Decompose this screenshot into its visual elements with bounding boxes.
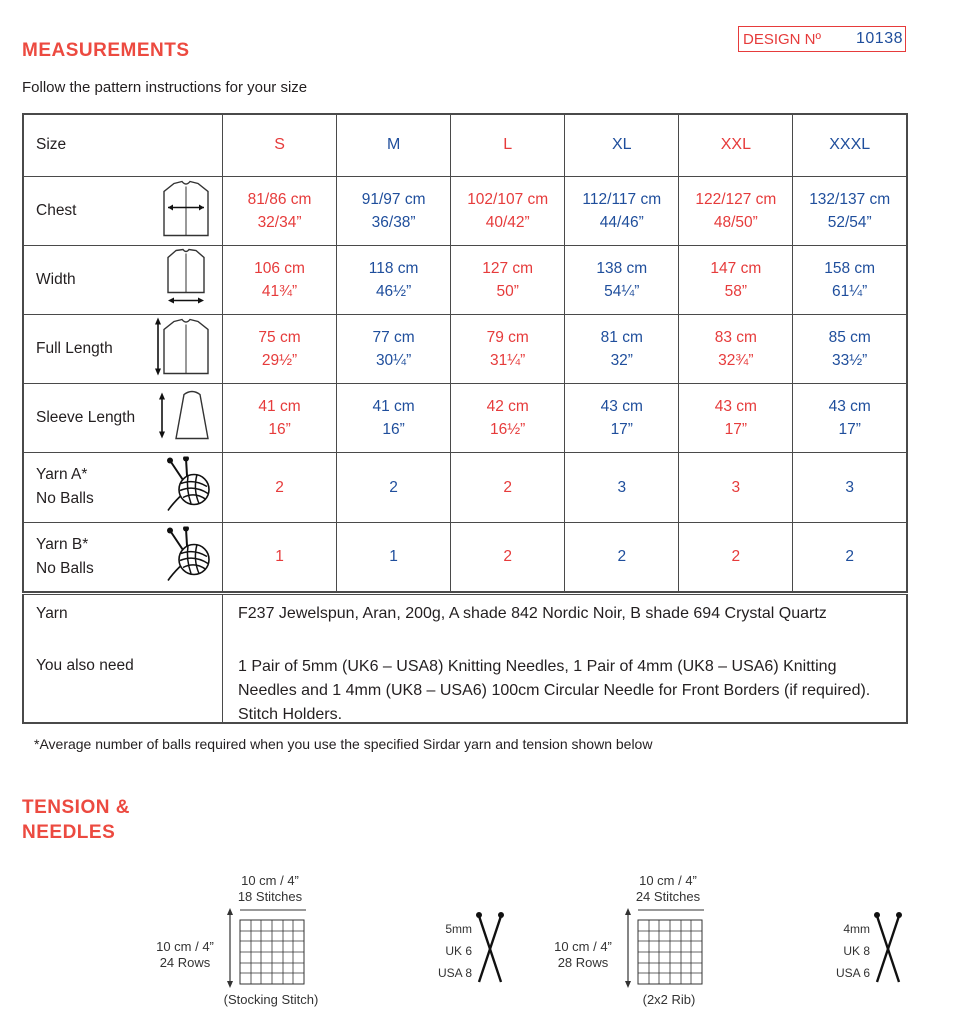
design-number: 10138 bbox=[856, 30, 903, 47]
value-cm: 42 cm bbox=[486, 397, 529, 415]
value-cm: 91/97 cm bbox=[361, 190, 426, 208]
hem-width-icon bbox=[156, 246, 216, 313]
value-in: 16” bbox=[382, 420, 405, 438]
swatch-top-caption bbox=[210, 873, 330, 905]
value-cell bbox=[793, 383, 907, 452]
tension-heading bbox=[22, 795, 130, 845]
value-in: 17” bbox=[610, 420, 633, 438]
value-cell: 2 bbox=[679, 522, 793, 592]
size-header-xxl: XXL bbox=[679, 114, 793, 176]
value-cell bbox=[223, 314, 337, 383]
value-cell bbox=[337, 245, 451, 314]
needle-size-labels bbox=[822, 918, 870, 984]
value-cell bbox=[337, 383, 451, 452]
info-divider bbox=[222, 595, 223, 722]
needle-usa: USA 8 bbox=[437, 966, 472, 980]
size-header-l: L bbox=[451, 114, 565, 176]
value-in: 36/38” bbox=[371, 213, 416, 231]
row-label-cell bbox=[23, 314, 223, 383]
swatch-rows: 28 Rows bbox=[557, 955, 609, 970]
value-in: 52/54” bbox=[827, 213, 872, 231]
value-cell bbox=[793, 176, 907, 245]
swatch-side-caption bbox=[538, 939, 628, 971]
row-label-cell bbox=[23, 522, 223, 592]
value-in: 40/42” bbox=[485, 213, 530, 231]
size-label: Size bbox=[36, 136, 67, 154]
value-cm: 81 cm bbox=[600, 328, 643, 346]
row-label: Chest bbox=[36, 201, 77, 219]
row-label bbox=[36, 533, 94, 581]
size-header-xl: XL bbox=[565, 114, 679, 176]
design-label: DESIGN Nº bbox=[743, 30, 821, 48]
needle-uk: UK 6 bbox=[445, 944, 472, 958]
value-cell bbox=[565, 383, 679, 452]
value-in: 61¼” bbox=[832, 282, 868, 300]
value-cm: 118 cm bbox=[368, 259, 419, 277]
value-cell: 3 bbox=[679, 452, 793, 522]
value-cell: 2 bbox=[793, 522, 907, 592]
value-cell bbox=[793, 245, 907, 314]
value-in: 54¼” bbox=[604, 282, 640, 300]
value-cell: 1 bbox=[223, 522, 337, 592]
row-label-line: Yarn B* bbox=[36, 535, 89, 553]
value-cell bbox=[223, 383, 337, 452]
value-cm: 106 cm bbox=[254, 259, 305, 277]
value-cell bbox=[223, 176, 337, 245]
value-cm: 85 cm bbox=[828, 328, 871, 346]
value-cm: 79 cm bbox=[486, 328, 529, 346]
swatch-stitch-type: (Stocking Stitch) bbox=[223, 992, 319, 1007]
value-in: 30¼” bbox=[375, 351, 412, 369]
design-number-box bbox=[738, 26, 906, 52]
value-in: 48/50” bbox=[713, 213, 758, 231]
value-cell bbox=[679, 383, 793, 452]
yarn-value: F237 Jewelspun, Aran, 200g, A shade 842 Nordic Noir, B shade 694 Crystal Quartz bbox=[238, 605, 827, 622]
value-cm: 77 cm bbox=[372, 328, 415, 346]
value-cell bbox=[337, 176, 451, 245]
needle-uk: UK 8 bbox=[843, 944, 870, 958]
value-in: 50” bbox=[496, 282, 519, 300]
row-label-cell bbox=[23, 176, 223, 245]
value-in: 16½” bbox=[490, 420, 526, 438]
swatch-side-caption bbox=[140, 939, 230, 971]
row-label-cell bbox=[23, 245, 223, 314]
value-cm: 147 cm bbox=[710, 259, 762, 277]
knitting-needles-icon bbox=[872, 910, 904, 986]
value-cell bbox=[793, 314, 907, 383]
row-label: Sleeve Length bbox=[36, 408, 136, 426]
swatch-grid-icon bbox=[622, 908, 708, 990]
swatch-stitch-type: (2x2 Rib) bbox=[642, 992, 696, 1007]
value-in: 32” bbox=[610, 351, 633, 369]
value-cm: 158 cm bbox=[824, 259, 876, 277]
value-cm: 83 cm bbox=[714, 328, 757, 346]
yarn-ball-icon bbox=[164, 457, 216, 518]
value-cm: 41 cm bbox=[258, 397, 301, 415]
value-cm: 112/117 cm bbox=[582, 190, 662, 208]
size-header-m: M bbox=[337, 114, 451, 176]
table-row bbox=[23, 176, 907, 245]
value-cell bbox=[679, 314, 793, 383]
swatch-stitches: 18 Stitches bbox=[237, 889, 303, 904]
value-in: 44/46” bbox=[599, 213, 644, 231]
table-row bbox=[23, 245, 907, 314]
value-cell: 2 bbox=[223, 452, 337, 522]
needle-mm: 5mm bbox=[445, 922, 472, 936]
value-in: 17” bbox=[724, 420, 748, 438]
value-in: 41¾” bbox=[261, 282, 298, 300]
value-cm: 138 cm bbox=[596, 259, 648, 277]
value-cm: 41 cm bbox=[372, 397, 415, 415]
value-in: 58” bbox=[724, 282, 748, 300]
value-cell bbox=[565, 314, 679, 383]
size-header-cell bbox=[23, 114, 223, 176]
yarn-info-box bbox=[22, 594, 908, 724]
footnote: *Average number of balls required when you use the specified Sirdar yarn and tension shown below bbox=[34, 736, 653, 752]
value-in: 46½” bbox=[375, 282, 412, 300]
value-cm: 43 cm bbox=[828, 397, 871, 415]
table-row bbox=[23, 452, 907, 522]
value-cell bbox=[223, 245, 337, 314]
measurements-table bbox=[22, 113, 908, 593]
value-cell bbox=[451, 383, 565, 452]
value-cm: 43 cm bbox=[600, 397, 643, 415]
value-cell: 2 bbox=[451, 452, 565, 522]
row-label: Width bbox=[36, 270, 76, 288]
value-cell: 2 bbox=[565, 522, 679, 592]
value-cell: 2 bbox=[451, 522, 565, 592]
swatch-height-measure: 10 cm / 4” bbox=[554, 939, 612, 954]
table-header-row bbox=[23, 114, 907, 176]
row-label-line: No Balls bbox=[36, 559, 94, 577]
value-in: 32/34” bbox=[257, 213, 302, 231]
row-label-cell bbox=[23, 383, 223, 452]
value-cell: 1 bbox=[337, 522, 451, 592]
value-cm: 75 cm bbox=[258, 328, 301, 346]
value-cell: 2 bbox=[337, 452, 451, 522]
value-cell bbox=[337, 314, 451, 383]
needle-mm: 4mm bbox=[843, 922, 870, 936]
tension-heading-line: NEEDLES bbox=[22, 822, 116, 843]
swatch-grid-icon bbox=[224, 908, 310, 990]
value-cell bbox=[679, 176, 793, 245]
table-row bbox=[23, 314, 907, 383]
value-in: 29½” bbox=[261, 351, 298, 369]
table-row bbox=[23, 383, 907, 452]
also-need-label: You also need bbox=[36, 657, 134, 674]
tension-swatch bbox=[538, 870, 748, 1015]
swatch-stitches: 24 Stitches bbox=[635, 889, 701, 904]
also-need-value: 1 Pair of 5mm (UK6 – USA8) Knitting Needles, 1 Pair of 4mm (UK8 – USA6) Knitting Needles and 1 4mm (UK8 – USA6) 100cm Circular Needle for Front Borders (if required). Stitch Holders. bbox=[238, 658, 871, 723]
tension-swatch bbox=[140, 870, 350, 1015]
swatch-height-measure: 10 cm / 4” bbox=[156, 939, 214, 954]
swatch-width-measure: 10 cm / 4” bbox=[241, 873, 299, 888]
value-cm: 43 cm bbox=[714, 397, 757, 415]
value-cell bbox=[451, 314, 565, 383]
swatch-width-measure: 10 cm / 4” bbox=[639, 873, 697, 888]
yarn-ball-icon bbox=[164, 526, 216, 587]
value-cell: 3 bbox=[793, 452, 907, 522]
value-cm: 122/127 cm bbox=[695, 190, 777, 208]
row-label: Full Length bbox=[36, 339, 113, 357]
row-label-cell bbox=[23, 452, 223, 522]
value-in: 32¾” bbox=[718, 351, 754, 369]
value-cm: 127 cm bbox=[482, 259, 534, 277]
full-length-icon bbox=[152, 315, 216, 382]
value-cell bbox=[565, 176, 679, 245]
needle-usa: USA 6 bbox=[835, 966, 870, 980]
size-header-xxxl: XXXL bbox=[793, 114, 907, 176]
value-in: 33½” bbox=[832, 351, 868, 369]
row-label-line: Yarn A* bbox=[36, 466, 88, 483]
page-title: MEASUREMENTS bbox=[22, 40, 190, 61]
value-cm: 132/137 cm bbox=[809, 190, 891, 208]
row-label bbox=[36, 463, 94, 511]
value-cm: 102/107 cm bbox=[467, 190, 549, 208]
value-cell: 3 bbox=[565, 452, 679, 522]
value-cell bbox=[451, 176, 565, 245]
value-cell bbox=[565, 245, 679, 314]
row-label-line: No Balls bbox=[36, 490, 94, 507]
value-in: 16” bbox=[268, 420, 291, 438]
value-in: 17” bbox=[838, 420, 861, 438]
table-row bbox=[23, 522, 907, 592]
yarn-label: Yarn bbox=[36, 605, 68, 622]
chest-width-icon bbox=[156, 177, 216, 244]
knitting-needles-icon bbox=[474, 910, 506, 986]
value-in: 31¼” bbox=[490, 351, 526, 369]
needle-size-labels bbox=[424, 918, 472, 984]
tension-heading-line: TENSION & bbox=[22, 797, 130, 818]
value-cell bbox=[451, 245, 565, 314]
swatch-rows: 24 Rows bbox=[159, 955, 211, 970]
size-header-s: S bbox=[223, 114, 337, 176]
sleeve-length-icon bbox=[156, 384, 216, 451]
value-cell bbox=[679, 245, 793, 314]
swatch-top-caption bbox=[608, 873, 728, 905]
value-cm: 81/86 cm bbox=[247, 190, 312, 208]
page-subtitle: Follow the pattern instructions for your size bbox=[22, 79, 308, 96]
